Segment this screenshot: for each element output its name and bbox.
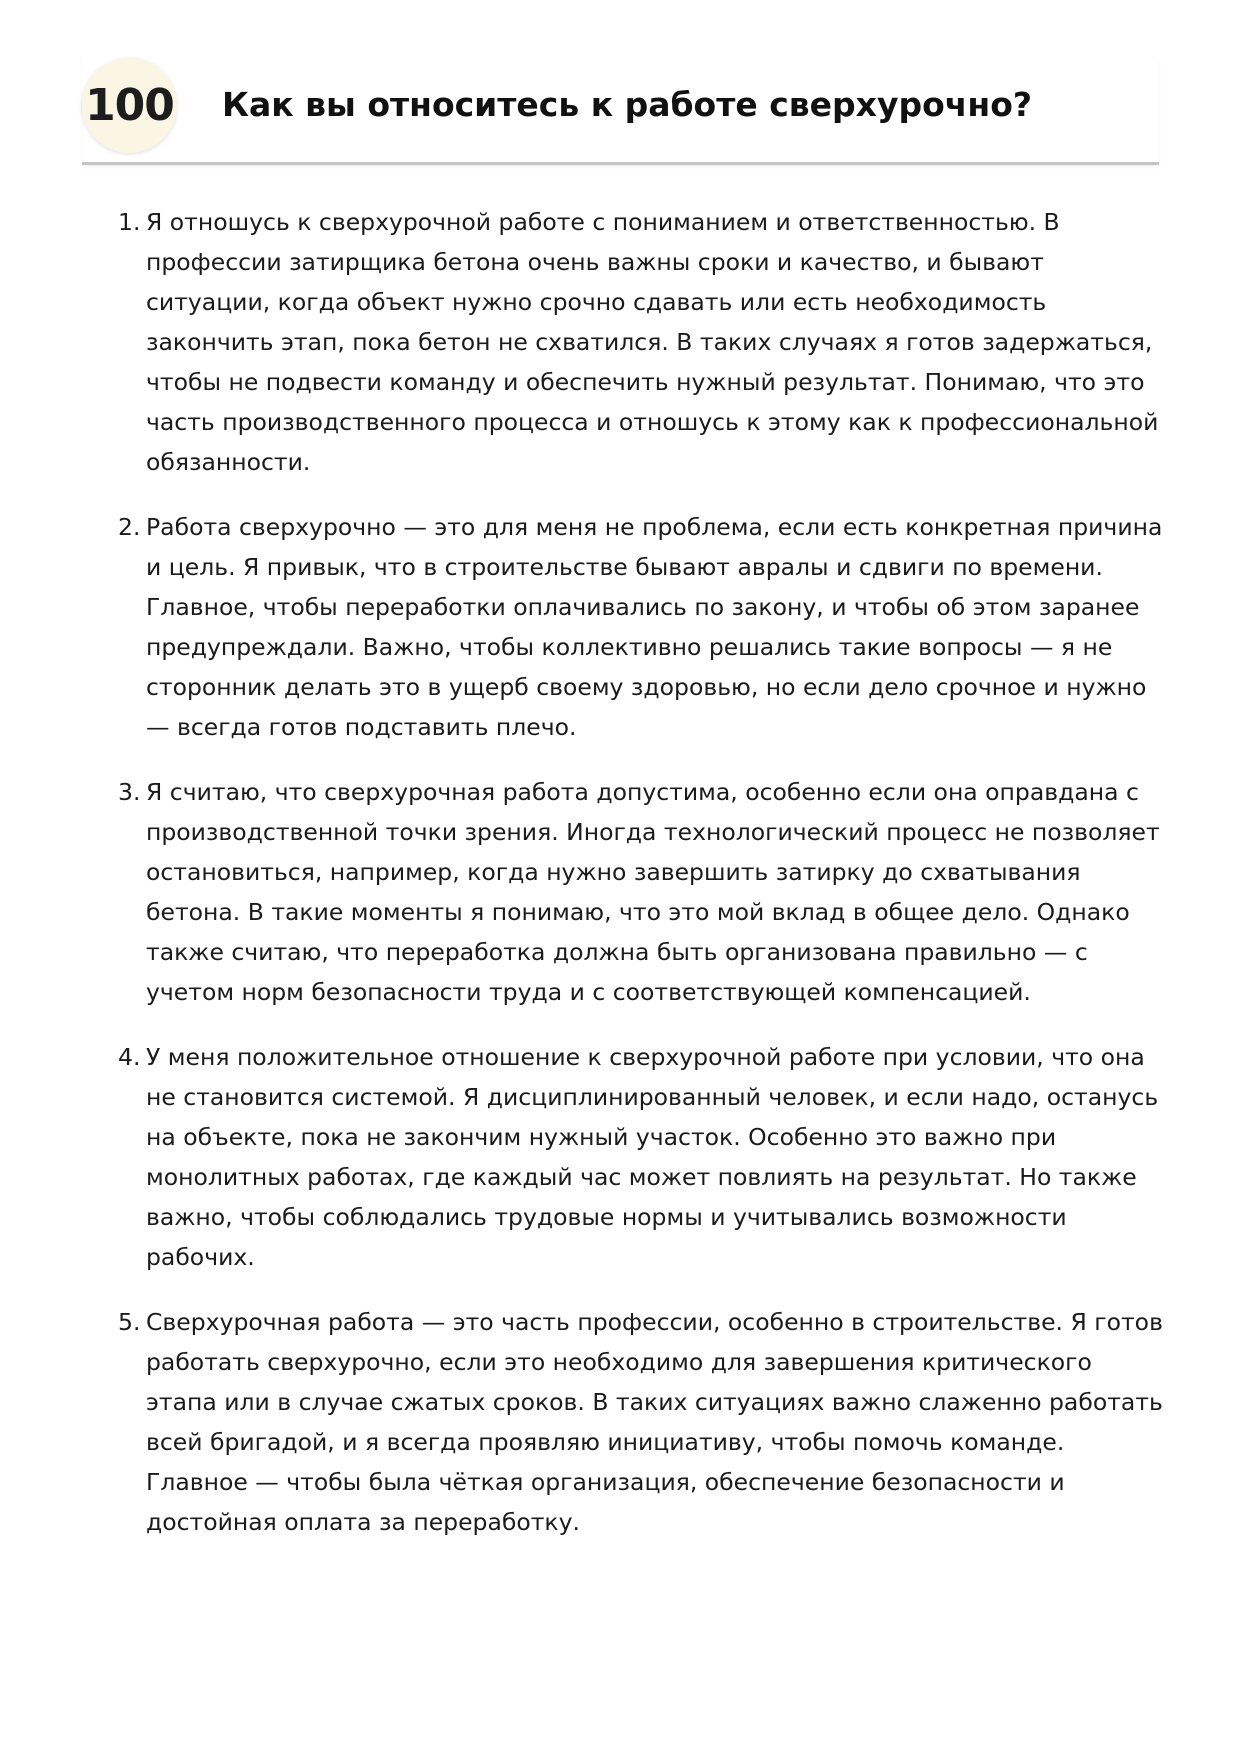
answer-text: Сверхурочная работа — это часть профессии, особенно в строительстве. Я готов работать сверхурочно, если это необходимо для завершения критического этапа или в случае сжатых сроков. В таких ситуациях важно слаженно работать всей бригадой, и я всегда проявляю инициативу, чтобы помочь команде. Главное — чтобы была чёткая организация, обеспечение безопасности и достойная оплата за переработку.: [146, 1308, 1163, 1536]
answer-list: [118, 202, 1163, 1567]
answer-item-3: [118, 772, 1163, 1012]
answer-text: Я считаю, что сверхурочная работа допустима, особенно если она оправдана с производственной точки зрения. Иногда технологический процесс не позволяет остановиться, например, когда нужно завершить затирку до схватывания бетона. В такие моменты я понимаю, что это мой вклад в общее дело. Однако также считаю, что переработка должна быть организована правильно — с учетом норм безопасности труда и с соответствующей компенсацией.: [146, 778, 1160, 1006]
answer-item-5: [118, 1302, 1163, 1542]
answer-text: Я отношусь к сверхурочной работе с пониманием и ответственностью. В профессии затирщика бетона очень важны сроки и качество, и бывают ситуации, когда объект нужно срочно сдавать или есть необходимость закончить этап, пока бетон не схватился. В таких случаях я готов задержаться, чтобы не подвести команду и обеспечить нужный результат. Понимаю, что это часть производственного процесса и отношусь к этому как к профессиональной обязанности.: [146, 208, 1159, 476]
question-number-badge: 100: [82, 58, 177, 153]
question-header: [82, 58, 1159, 165]
answer-text: Работа сверхурочно — это для меня не проблема, если есть конкретная причина и цель. Я привык, что в строительстве бывают авралы и сдвиги по времени. Главное, чтобы переработки оплачивались по закону, и чтобы об этом заранее предупреждали. Важно, чтобы коллективно решались такие вопросы — я не сторонник делать это в ущерб своему здоровью, но если дело срочное и нужно — всегда готов подставить плечо.: [146, 513, 1163, 741]
answer-number: 5.: [118, 1308, 141, 1336]
answer-number: 1.: [118, 208, 141, 236]
answer-number: 2.: [118, 513, 141, 541]
answer-item-4: [118, 1037, 1163, 1277]
answer-text: У меня положительное отношение к сверхурочной работе при условии, что она не становится системой. Я дисциплинированный человек, и если надо, останусь на объекте, пока не закончим нужный участок. Особенно это важно при монолитных работах, где каждый час может повлиять на результат. Но также важно, чтобы соблюдались трудовые нормы и учитывались возможности рабочих.: [146, 1043, 1159, 1271]
question-title: Как вы относитесь к работе сверхурочно?: [222, 85, 1033, 124]
answer-number: 4.: [118, 1043, 141, 1071]
answer-number: 3.: [118, 778, 141, 806]
answer-item-2: [118, 507, 1163, 747]
answer-item-1: [118, 202, 1163, 482]
